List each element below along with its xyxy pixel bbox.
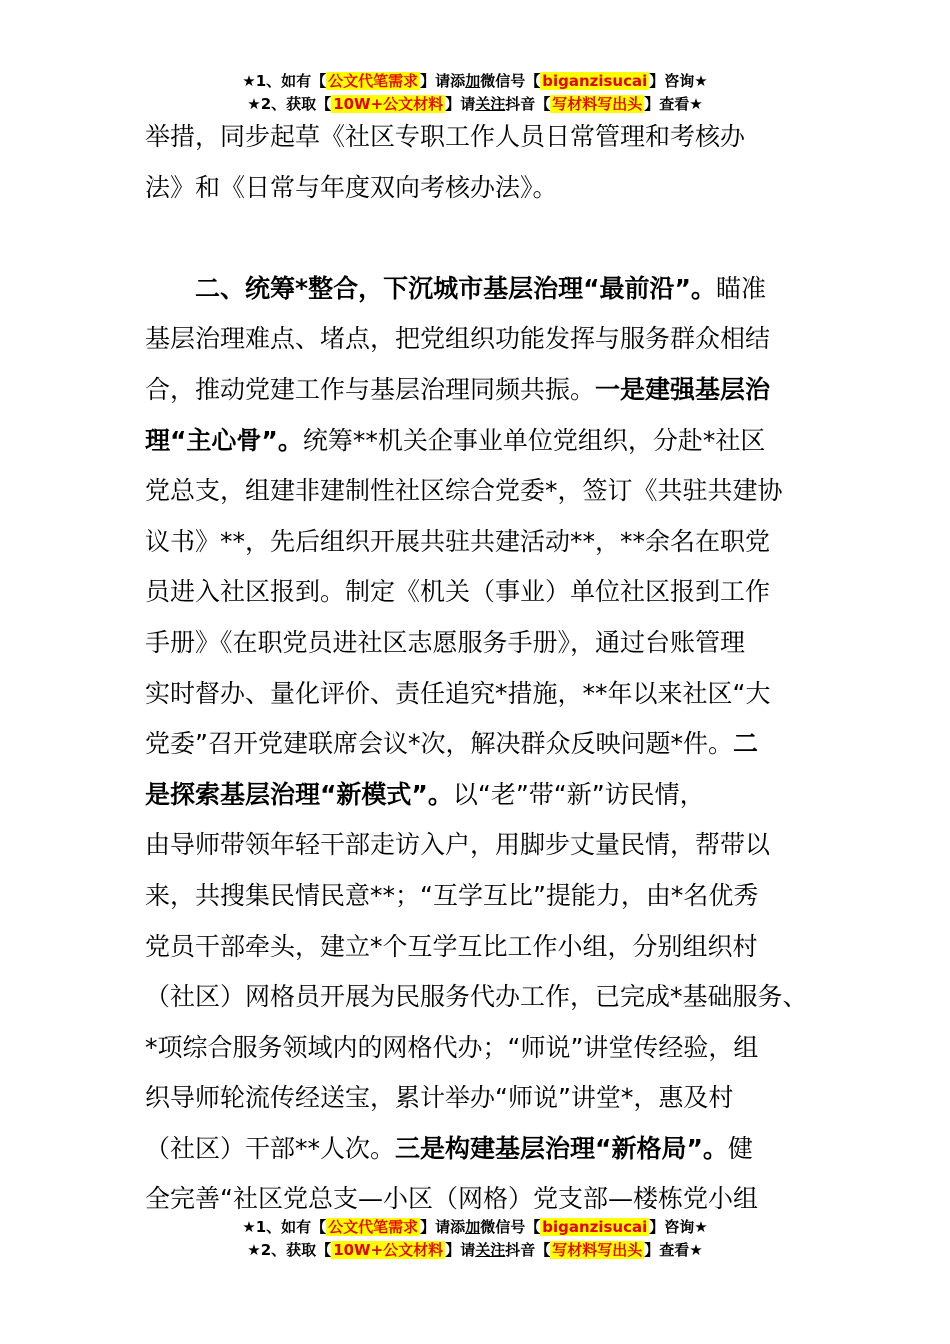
subheading-text: 三是构建基层治理“新格局”。: [395, 1133, 728, 1163]
paragraph-line: 议书》**，先后组织开展共驻共建活动**，**余名在职党: [145, 526, 771, 556]
section-heading: 二、统筹*整合，下沉城市基层治理“最前沿”。: [145, 273, 716, 303]
paragraph-line: [145, 416, 810, 467]
banner-text: 加: [465, 1218, 481, 1236]
paragraph-line: 手册》《在职党员进社区志愿服务手册》，通过台账管理: [145, 627, 746, 657]
banner-text: 】请: [445, 1241, 476, 1259]
banner-line-1: [0, 70, 950, 93]
banner-text: 】请: [445, 95, 476, 113]
paragraph-line: [145, 365, 810, 416]
paragraph-text: 以“老”带“新”访民情，: [452, 779, 705, 809]
subheading-text: 是探索基层治理“新模式”。: [145, 779, 453, 809]
paragraph-line: [145, 719, 810, 770]
paragraph-text: 健: [727, 1133, 753, 1163]
banner-text: ★2、获取【: [247, 95, 332, 113]
paragraph-line: （社区）网格员开展为民服务代办工作，已完成*基础服务、: [145, 982, 808, 1012]
paragraph-line: *项综合服务领域内的网格代办；“师说”讲堂传经验，组: [145, 1032, 759, 1062]
banner-text: 】咨询★: [649, 1218, 708, 1236]
banner-text: 抖音【: [505, 1241, 551, 1259]
banner-text: 抖音【: [505, 95, 551, 113]
banner-text: 】查看★: [644, 1241, 703, 1259]
paragraph-line: 党总支，组建非建制性社区综合党委*，签订《共驻共建协: [145, 476, 783, 506]
banner-text: 】查看★: [644, 95, 703, 113]
paragraph-line: 来，共搜集民情民意**；“互学互比”提能力，由*名优秀: [145, 880, 759, 910]
paragraph-line: 由导师带领年轻干部走访入户，用脚步丈量民情，帮带以: [145, 830, 771, 860]
banner-text: 加: [465, 72, 481, 90]
banner-text: 】请添: [420, 1218, 466, 1236]
paragraph-line: 实时督办、量化评价、责任追究*措施，**年以来社区“大: [145, 678, 771, 708]
banner-text: 关注: [475, 1241, 506, 1259]
blank-line: [145, 213, 810, 264]
paragraph-line: 基层治理难点、堵点，把党组织功能发挥与服务群众相结: [145, 324, 771, 354]
paragraph-text: 合，推动党建工作与基层治理同频共振。: [145, 374, 596, 404]
banner-text: 】咨询★: [649, 72, 708, 90]
douyin-highlight: 写材料写出头: [552, 95, 643, 113]
paragraph-line: 法》和《日常与年度双向考核办法》。: [145, 172, 558, 202]
banner-highlight: 10W+公文材料: [333, 1241, 444, 1259]
wechat-id-highlight: biganzisucai: [542, 1218, 648, 1236]
paragraph-line: 举措，同步起草《社区专职工作人员日常管理和考核办: [145, 122, 746, 151]
paragraph-text: （社区）干部**人次。: [145, 1133, 396, 1163]
wechat-id-highlight: biganzisucai: [542, 72, 648, 90]
banner-line-1: [0, 1216, 950, 1239]
subheading-text: 二: [732, 729, 758, 759]
banner-line-2: [0, 1239, 950, 1262]
paragraph-line: [145, 770, 810, 821]
top-banner: [0, 70, 950, 116]
douyin-highlight: 写材料写出头: [552, 1241, 643, 1259]
paragraph-line: 员进入社区报到。制定《机关（事业）单位社区报到工作: [145, 577, 771, 607]
paragraph-text: 统筹**机关企事业单位党组织，分赴*社区: [302, 425, 766, 455]
banner-text: 微信号【: [480, 1218, 541, 1236]
document-body: [145, 112, 810, 1225]
banner-text: 关注: [475, 95, 506, 113]
paragraph-line: [145, 1124, 810, 1175]
paragraph-text: 瞄准: [715, 273, 766, 303]
subheading-text: 理“主心骨”。: [145, 425, 303, 455]
banner-text: 】请添: [420, 72, 466, 90]
banner-text: ★1、如有【: [242, 1218, 327, 1236]
paragraph-line: 党员干部牵头，建立*个互学互比工作小组，分别组织村: [145, 931, 758, 961]
subheading-text: 一是建强基层治: [595, 374, 771, 404]
banner-highlight: 公文代笔需求: [328, 1218, 419, 1236]
paragraph-text: 党委”召开党建联席会议*次，解决群众反映问题*件。: [145, 729, 733, 759]
banner-text: ★2、获取【: [247, 1241, 332, 1259]
banner-text: ★1、如有【: [242, 72, 327, 90]
bottom-banner: [0, 1216, 950, 1262]
paragraph-line: 织导师轮流传经送宝，累计举办“师说”讲堂*，惠及村: [145, 1083, 734, 1113]
paragraph-line: 全完善“社区党总支—小区（网格）党支部—楼栋党小组: [145, 1184, 758, 1214]
banner-text: 微信号【: [480, 72, 541, 90]
banner-highlight: 10W+公文材料: [333, 95, 444, 113]
banner-highlight: 公文代笔需求: [328, 72, 419, 90]
section-heading-line: [145, 264, 810, 315]
